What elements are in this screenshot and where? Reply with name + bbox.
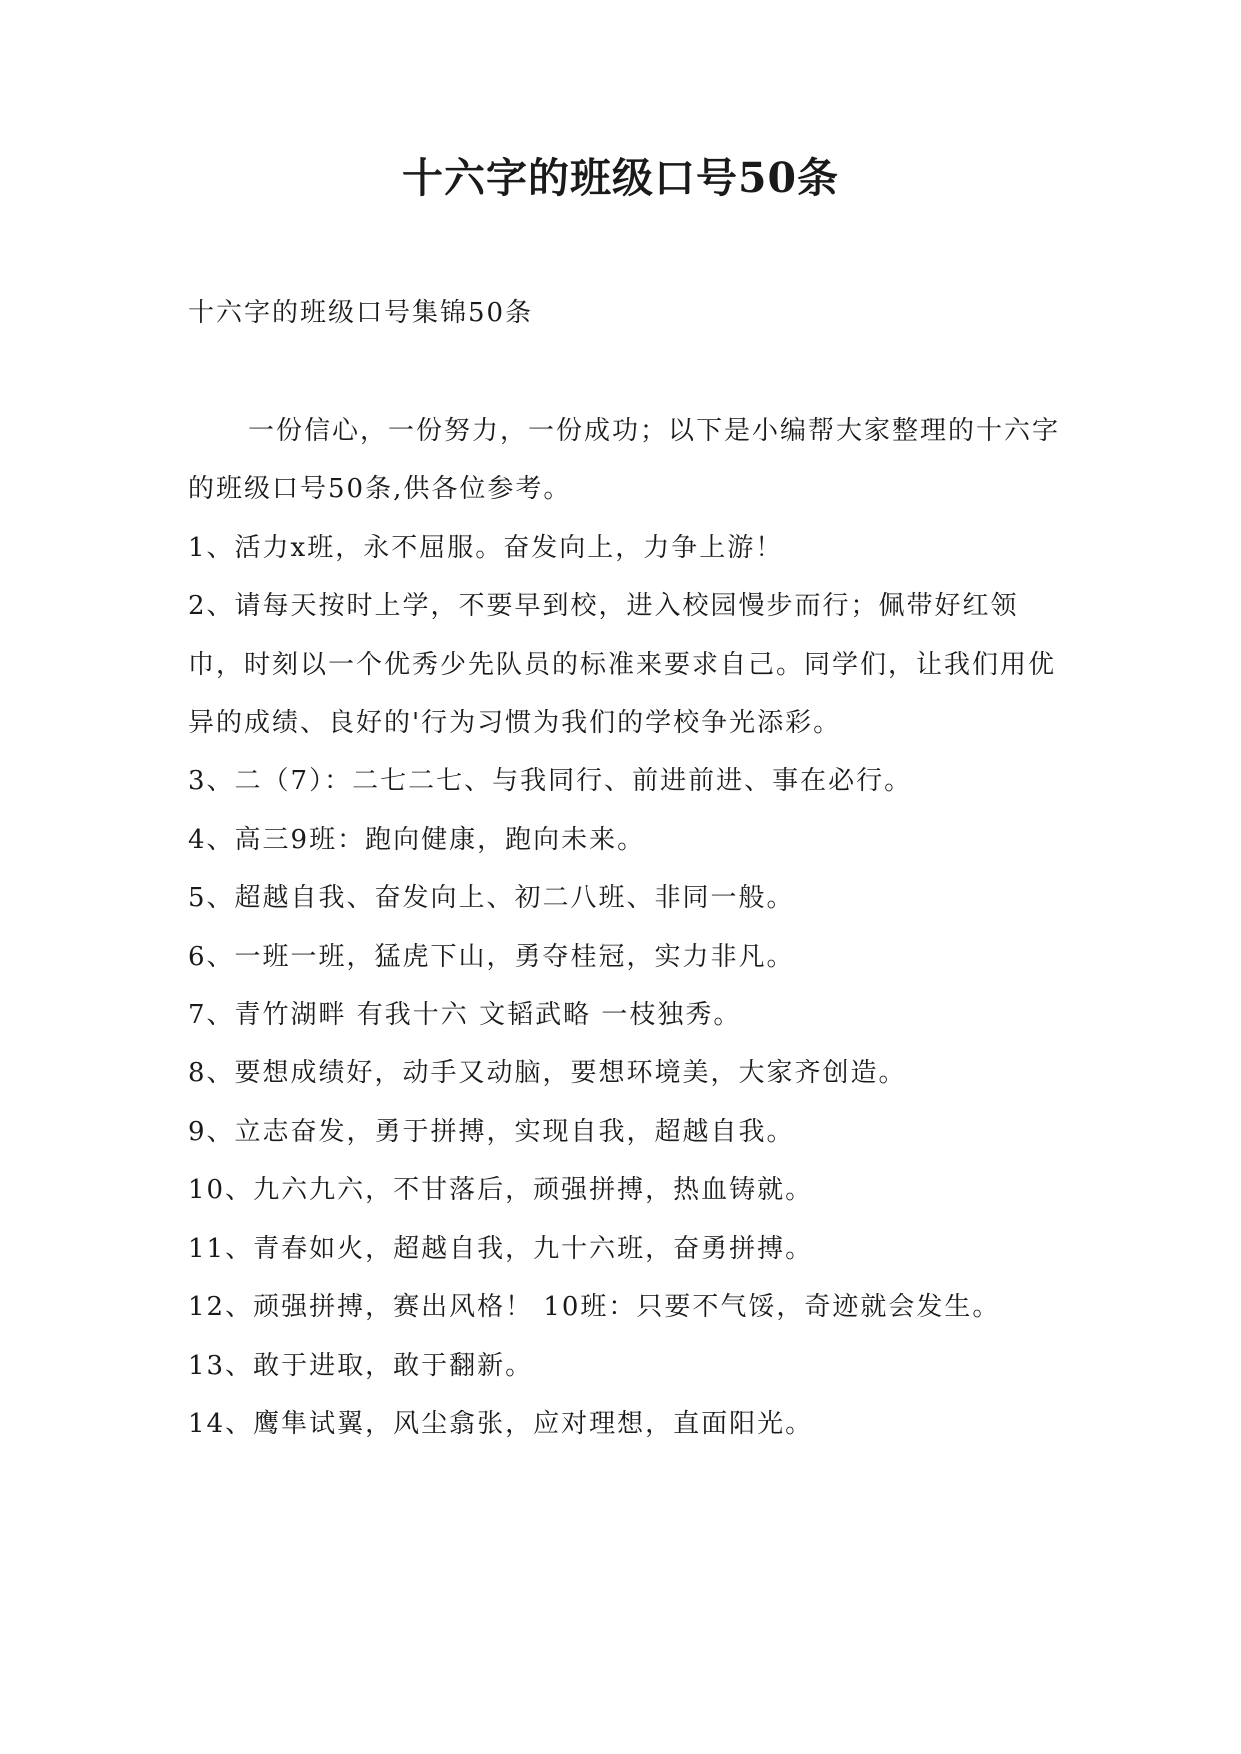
slogan-item: 13、敢于进取，敢于翻新。 bbox=[188, 1350, 534, 1381]
document-title: 十六字的班级口号50条 bbox=[401, 154, 840, 202]
document-body bbox=[188, 402, 1068, 1453]
slogan-item: 1、活力x班，永不屈服。奋发向上，力争上游！ bbox=[188, 532, 784, 563]
document-subtitle: 十六字的班级口号集锦50条 bbox=[188, 298, 534, 328]
slogan-item: 2、请每天按时上学，不要早到校，进入校园慢步而行；佩带好红领巾，时刻以一个优秀少先队员的标准来要求自己。同学们，让我们用优异的成绩、良好的'行为习惯为我们的学校争光添彩。 bbox=[188, 591, 1057, 739]
intro-paragraph: 一份信心，一份努力，一份成功；以下是小编帮大家整理的十六字的班级口号50条,供各位参考。 bbox=[188, 416, 1061, 505]
slogan-item: 12、顽强拼搏，赛出风格！ 10班：只要不气馁，奇迹就会发生。 bbox=[188, 1292, 1001, 1323]
slogan-item: 4、高三9班：跑向健康，跑向未来。 bbox=[188, 824, 646, 855]
slogan-item: 5、超越自我、奋发向上、初二八班、非同一般。 bbox=[188, 883, 795, 914]
slogan-item: 14、鹰隼试翼，风尘翕张，应对理想，直面阳光。 bbox=[188, 1408, 814, 1439]
slogan-item: 3、二（7）：二七二七、与我同行、前进前进、事在必行。 bbox=[188, 766, 913, 797]
slogan-item: 11、青春如火，超越自我，九十六班，奋勇拼搏。 bbox=[188, 1233, 814, 1264]
slogan-item: 9、立志奋发，勇于拼搏，实现自我，超越自我。 bbox=[188, 1116, 795, 1147]
slogan-item: 10、九六九六，不甘落后，顽强拼搏，热血铸就。 bbox=[188, 1175, 814, 1206]
slogan-item: 7、青竹湖畔 有我十六 文韬武略 一枝独秀。 bbox=[188, 1000, 742, 1031]
slogan-item: 6、一班一班，猛虎下山，勇夺桂冠，实力非凡。 bbox=[188, 941, 795, 972]
slogan-item: 8、要想成绩好，动手又动脑，要想环境美，大家齐创造。 bbox=[188, 1058, 907, 1089]
